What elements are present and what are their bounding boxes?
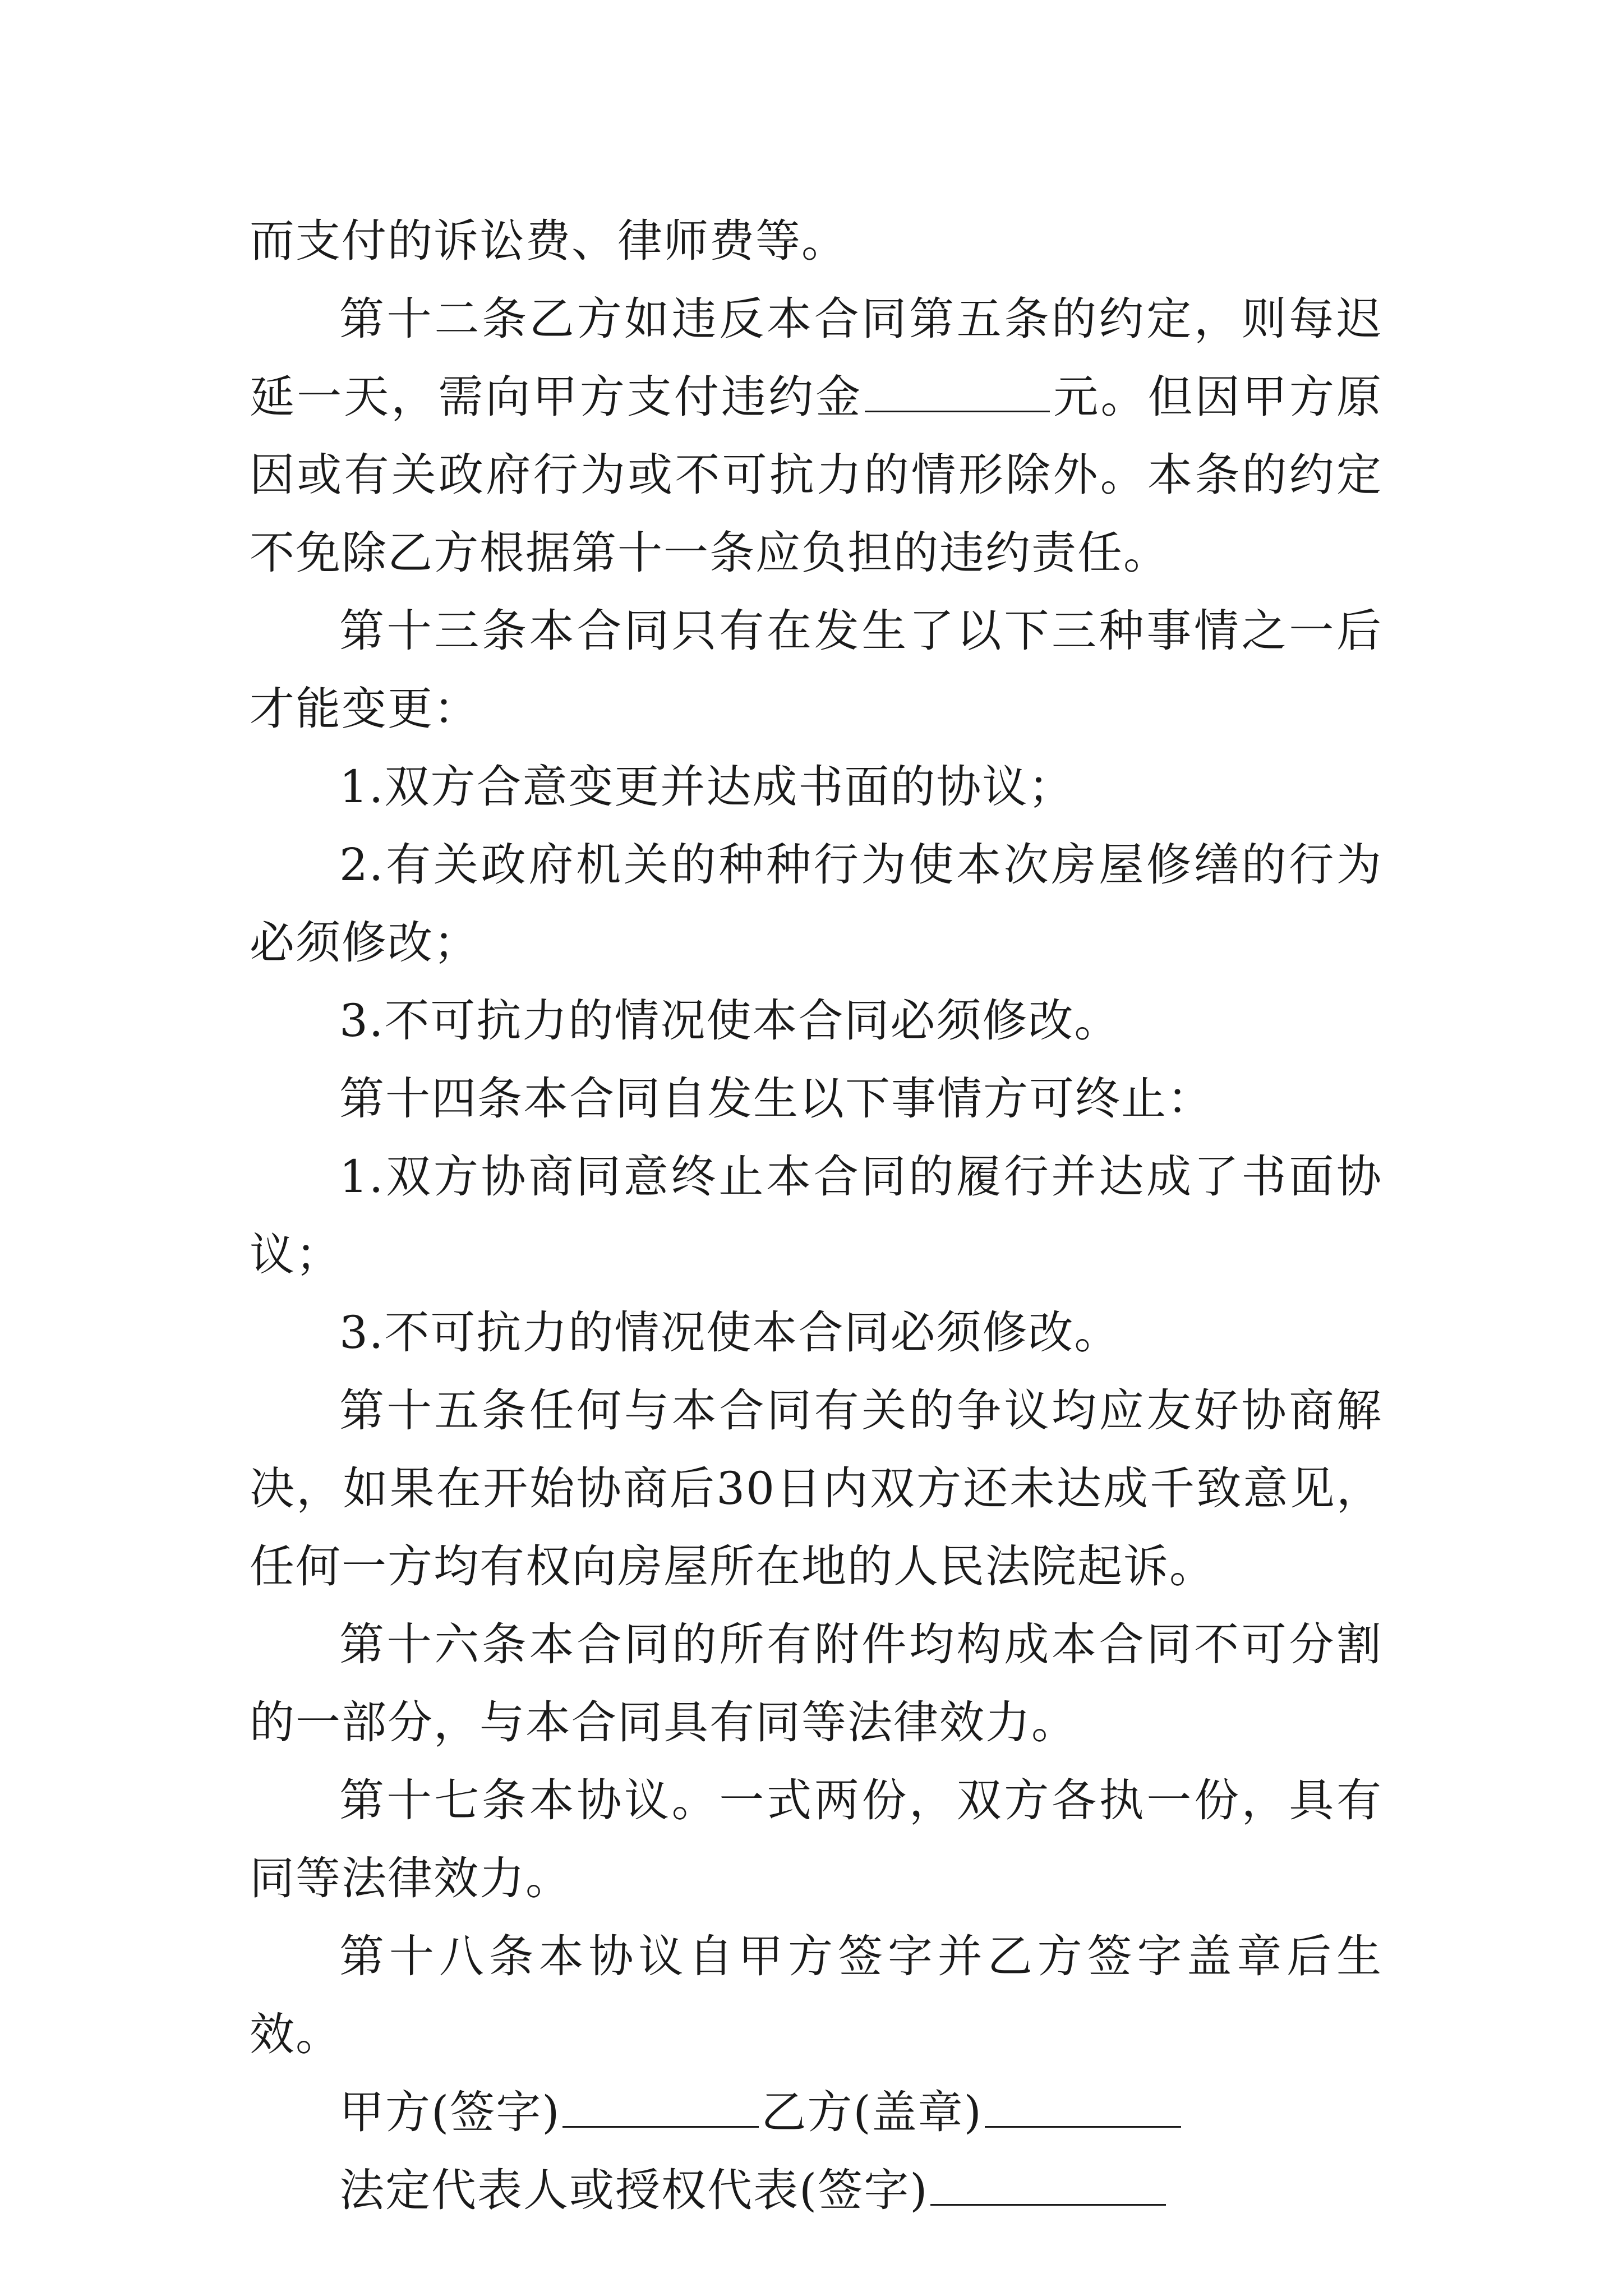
clause-14-item-3: 3.不可抗力的情况使本合同必须修改。	[339, 1306, 1121, 1359]
clause-18: 第十八条本协议自甲方签字并乙方签字盖章后生效。	[250, 1930, 1382, 2060]
representative-label: 法定代表人或授权代表(签字)	[339, 2164, 929, 2216]
clause-15: 第十五条任何与本合同有关的争议均应友好协商解决，如果在开始协商后30日内双方还未达成千致意见，任何一方均有权向房屋所在地的人民法院起诉。	[250, 1384, 1382, 1593]
signature-line-parties	[250, 2073, 1382, 2151]
paragraph-continuation: 而支付的诉讼费、律师费等。	[250, 215, 847, 267]
clause-13: 第十三条本合同只有在发生了以下三种事情之一后才能变更：	[250, 605, 1382, 735]
party-a-label: 甲方(签字)	[339, 2086, 561, 2138]
clause-13-item-3: 3.不可抗力的情况使本合同必须修改。	[339, 995, 1121, 1047]
clause-13-item-1: 1.双方合意变更并达成书面的协议；	[339, 761, 1075, 813]
clause-13-item-2: 2.有关政府机关的种种行为使本次房屋修缮的行为必须修改；	[250, 839, 1382, 969]
penalty-amount-blank[interactable]	[865, 371, 1050, 412]
clause-16: 第十六条本合同的所有附件均构成本合同不可分割的一部分，与本合同具有同等法律效力。	[250, 1618, 1382, 1749]
signature-line-representative	[250, 2151, 1382, 2229]
clause-14-item-1: 1.双方协商同意终止本合同的履行并达成了书面协议；	[250, 1151, 1382, 1281]
party-b-seal-blank[interactable]	[985, 2087, 1181, 2128]
clause-12-text-b: 元。但因甲方原因或有关政府行为或不可抗力的情形除外。本条的约定不免除乙方根据第十一条应负担的违约责任。	[250, 371, 1383, 579]
clause-12	[250, 280, 1382, 592]
document-body	[250, 202, 1382, 2229]
party-b-label: 乙方(盖章)	[761, 2086, 983, 2138]
clause-14: 第十四条本合同自发生以下事情方可终止：	[339, 1073, 1213, 1125]
clause-17: 第十七条本协议。一式两份，双方各执一份，具有同等法律效力。	[250, 1774, 1382, 1904]
clause-12-text-a: 第十二条乙方如违反本合同第五条的约定，则每迟延一天，需向甲方支付违约金	[250, 293, 1382, 423]
representative-signature-blank[interactable]	[930, 2165, 1166, 2206]
party-a-signature-blank[interactable]	[562, 2087, 759, 2128]
